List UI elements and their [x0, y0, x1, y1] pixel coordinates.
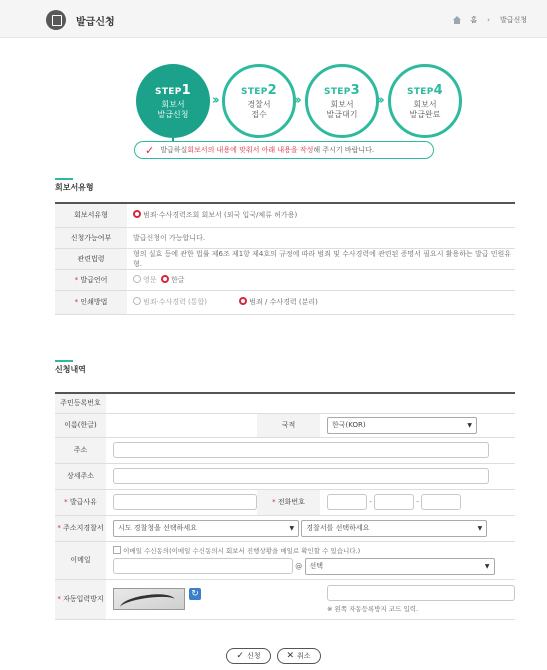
email-input-row [113, 558, 515, 575]
table-row [55, 437, 515, 463]
print-opt-separate: 범죄 / 수사경력 (분리) [249, 298, 318, 306]
caret-down-icon: ▼ [484, 562, 490, 570]
table-row [55, 203, 515, 227]
step-2-label-a: 경찰서 [247, 99, 271, 109]
cancel-label: 취소 [297, 652, 311, 660]
step-3-prefix: STEP [324, 86, 351, 97]
step-1-label-a: 회보서 [161, 99, 185, 109]
row-label: 관련법령 [55, 248, 127, 269]
captcha-input[interactable] [327, 585, 515, 601]
email-domain-select[interactable] [305, 558, 495, 575]
reason-input[interactable] [113, 494, 257, 510]
lang-opt-english: 영문 [143, 275, 157, 284]
type-value: 범죄·수사경력조회 회보서 (외국 입국/체류 허가용) [143, 211, 298, 220]
section-title-type: 회보서유형 [55, 183, 94, 192]
row-label: 이름(한글) [55, 413, 106, 437]
notice-post: 해 주시기 바랍니다. [313, 146, 375, 154]
type-radio[interactable] [133, 210, 141, 218]
close-icon: ✕ [286, 651, 295, 661]
chevron-double-right-icon: ›› [212, 93, 217, 108]
email-consent-checkbox[interactable] [113, 546, 121, 554]
row-label [257, 489, 320, 515]
table-row [55, 269, 515, 290]
row-label: 회보서유형 [55, 203, 127, 227]
caret-down-icon: ▼ [467, 421, 472, 429]
nation-cell [320, 413, 515, 437]
table-row [55, 290, 515, 314]
notice-banner [134, 141, 434, 159]
step-4 [388, 64, 462, 138]
table-row [55, 515, 515, 541]
reason-cell [106, 489, 257, 515]
checkmark-icon: ✓ [145, 143, 155, 157]
refresh-icon[interactable]: ↻ [189, 588, 201, 600]
page-header [0, 0, 547, 38]
nation-select[interactable] [327, 417, 477, 434]
police-cell [106, 515, 515, 541]
captcha-cell [106, 579, 320, 619]
page-title: 발급신청 [76, 17, 115, 28]
row-label: 이메일 [55, 541, 106, 579]
law-value: 형의 실효 등에 관한 법률 제6조 제1항 제4호의 규정에 따라 범죄 및 수사경력에 관련된 증명서 필요시 활용하는 발급 민원유형. [127, 248, 515, 269]
step-3 [305, 64, 379, 138]
addr-detail-cell [106, 463, 515, 489]
row-label: 주소 [55, 437, 106, 463]
phone-input-1[interactable] [327, 494, 367, 510]
required-mark: * [64, 498, 70, 506]
section-title-application: 신청내역 [55, 365, 86, 374]
province-police-value: 시도 경찰청을 선택하세요 [118, 524, 197, 532]
police-station-select[interactable] [301, 520, 487, 537]
certificate-type-table [55, 202, 515, 315]
print-label: 인쇄방법 [80, 298, 108, 306]
notice-pre: 발급하실 [160, 146, 188, 154]
row-label [55, 269, 127, 290]
home-icon[interactable] [452, 16, 462, 25]
lang-radio-english[interactable] [133, 275, 141, 283]
step-4-label-a: 회보서 [413, 99, 437, 109]
address-input[interactable] [113, 442, 489, 458]
lang-opt-korean: 한글 [170, 275, 185, 284]
application-table [55, 392, 515, 620]
step-1-label [158, 100, 189, 120]
step-4-prefix: STEP [407, 86, 434, 97]
step-1 [136, 64, 210, 138]
step-3-num: 3 [350, 82, 360, 98]
step-4-label-b: 발급완료 [409, 109, 441, 119]
phone-label: 전화번호 [277, 498, 305, 506]
captcha-note: ※ 왼쪽 자동등록방지 코드 입력. [327, 605, 419, 613]
table-row [55, 393, 515, 413]
table-row [55, 541, 515, 579]
email-at: @ [295, 562, 303, 570]
address-detail-input[interactable] [113, 468, 489, 484]
step-1-num: 1 [181, 82, 191, 98]
police-station-value: 경찰서를 선택하세요 [306, 524, 370, 532]
breadcrumb-current: 발급신청 [499, 16, 527, 24]
captcha-label: 자동입력방지 [63, 595, 104, 603]
step-2 [222, 64, 296, 138]
email-cell [106, 541, 515, 579]
lang-label: 발급언어 [80, 275, 108, 284]
step-3-label-a: 회보서 [330, 99, 354, 109]
print-options [127, 290, 515, 314]
notice-emph: 회보서의 내용에 맞춰서 아래 내용을 작성 [187, 146, 314, 154]
required-mark: * [272, 498, 278, 506]
province-police-select[interactable] [113, 520, 299, 537]
phone-input-3[interactable] [421, 494, 461, 510]
name-value [106, 413, 257, 437]
apply-button[interactable] [226, 648, 270, 664]
avail-value: 발급신청이 가능합니다. [127, 227, 515, 248]
check-icon: ✓ [236, 651, 244, 661]
breadcrumb-home[interactable]: 홈 [470, 16, 478, 24]
table-row [55, 579, 515, 619]
lang-options [127, 269, 515, 290]
required-mark: * [57, 524, 64, 532]
row-label [55, 489, 106, 515]
table-row [55, 463, 515, 489]
required-mark: * [74, 275, 81, 284]
table-row [55, 248, 515, 269]
form-actions [0, 648, 547, 664]
print-radio-combined[interactable] [133, 297, 141, 305]
row-label: 신청가능여부 [55, 227, 127, 248]
row-label [55, 579, 106, 619]
lang-radio-korean[interactable] [161, 275, 169, 283]
rrn-value [106, 393, 515, 413]
email-consent-text: 이메일 수신동의(이메일 수신동의시 회보서 진행상황을 메일로 확인할 수 있습니다.) [123, 546, 361, 555]
caret-down-icon: ▼ [477, 524, 483, 532]
chevron-right-icon: › [487, 16, 490, 24]
row-value [127, 203, 515, 227]
required-mark: * [74, 298, 81, 306]
reason-label: 발급사유 [69, 498, 97, 506]
breadcrumb [452, 15, 527, 25]
chevron-double-right-icon: ›› [377, 93, 382, 108]
row-label: 국적 [257, 413, 320, 437]
table-row [55, 489, 515, 515]
addr-cell [106, 437, 515, 463]
table-row [55, 227, 515, 248]
step-4-num: 4 [433, 82, 443, 98]
step-1-label-b: 발급신청 [157, 109, 189, 119]
chevron-double-right-icon: ›› [294, 93, 299, 108]
step-4-label [410, 100, 441, 120]
step-2-label-b: 접수 [251, 109, 267, 119]
step-2-label [247, 100, 270, 120]
email-consent-row [113, 546, 515, 555]
captcha-input-cell [320, 579, 515, 619]
step-3-label [327, 100, 358, 120]
phone-input-2[interactable] [374, 494, 414, 510]
document-icon [46, 10, 66, 30]
row-label: 상세주소 [55, 463, 106, 489]
phone-cell [320, 489, 515, 515]
phone-sep: - [416, 498, 419, 506]
required-mark: * [57, 595, 64, 603]
step-2-num: 2 [267, 82, 277, 98]
table-row [55, 413, 515, 437]
captcha-image [113, 588, 185, 610]
row-label: 주민등록번호 [55, 393, 106, 413]
email-id-input[interactable] [113, 558, 293, 574]
apply-label: 신청 [246, 652, 261, 660]
phone-sep: - [369, 498, 372, 506]
nation-value: 한국(KOR) [332, 421, 366, 429]
step-2-prefix: STEP [241, 86, 268, 97]
step-indicator [0, 64, 547, 144]
step-3-label-b: 발급대기 [326, 109, 358, 119]
email-domain-value: 선택 [309, 562, 324, 570]
caret-down-icon: ▼ [289, 524, 295, 532]
cancel-button[interactable] [277, 648, 321, 664]
row-label [55, 290, 127, 314]
row-label [55, 515, 106, 541]
print-radio-separate[interactable] [239, 297, 247, 305]
step-1-prefix: STEP [155, 86, 182, 97]
print-opt-combined: 범죄·수사경력 (통합) [143, 298, 208, 306]
police-label: 주소지경찰서 [63, 524, 104, 532]
